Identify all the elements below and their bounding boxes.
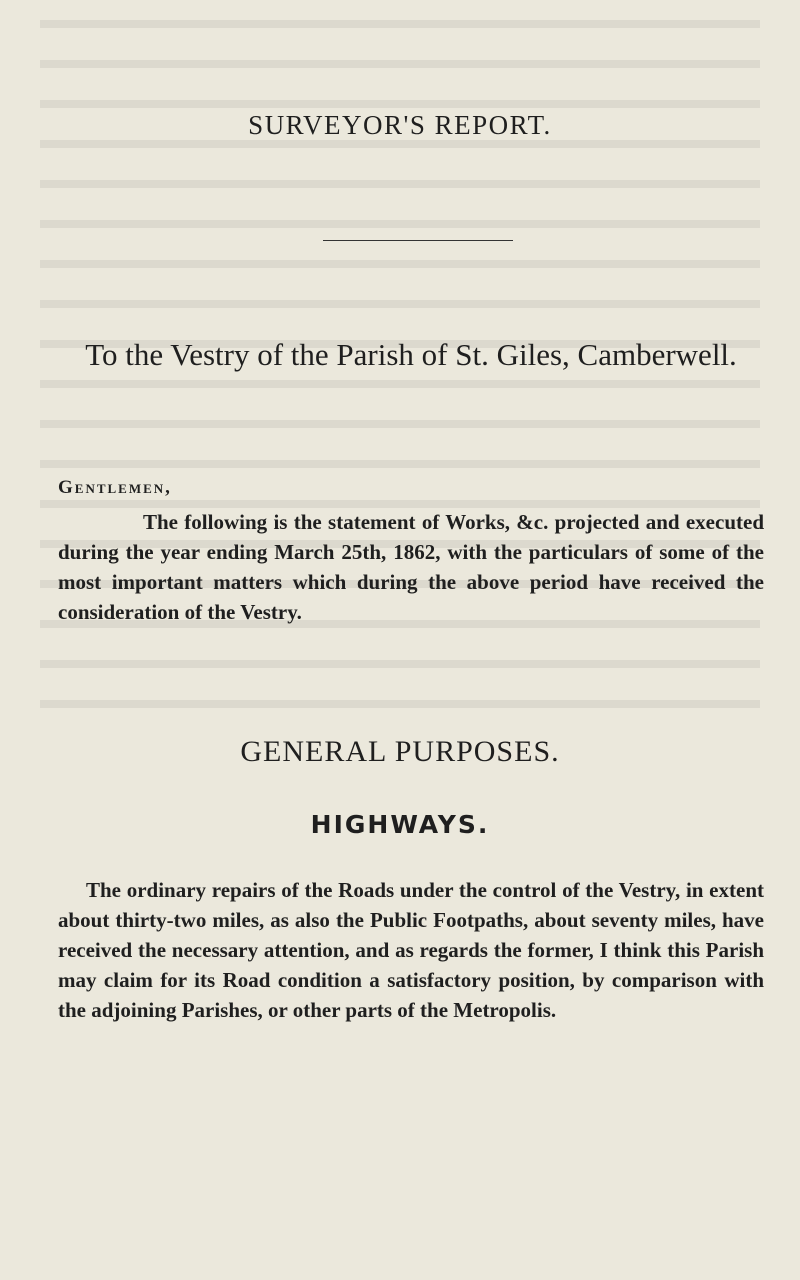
section-heading: GENERAL PURPOSES. xyxy=(240,735,560,768)
intro-paragraph: The following is the statement of Works, &c. projected and executed during the year ending March 25th, 1862, with the particulars of some of the most important matters which during the above period have received the consideration of the Vestry. xyxy=(58,510,764,624)
highways-paragraph: The ordinary repairs of the Roads under the control of the Vestry, in extent about thirty-two miles, as also the Public Footpaths, about seventy miles, have received the necessary attention, and as regards the former, I think this Parish may claim for its Road condition a satisfactory position, by comparison with the adjoining Parishes, or other parts of the Metropolis. xyxy=(58,878,764,1022)
address-line: To the Vestry of the Parish of St. Giles, Camberwell. xyxy=(85,337,737,372)
subsection-heading: HIGHWAYS. xyxy=(310,810,490,839)
report-title: SURVEYOR'S REPORT. xyxy=(248,110,552,140)
title-divider xyxy=(323,240,513,241)
salutation: Gentlemen, xyxy=(58,477,172,498)
